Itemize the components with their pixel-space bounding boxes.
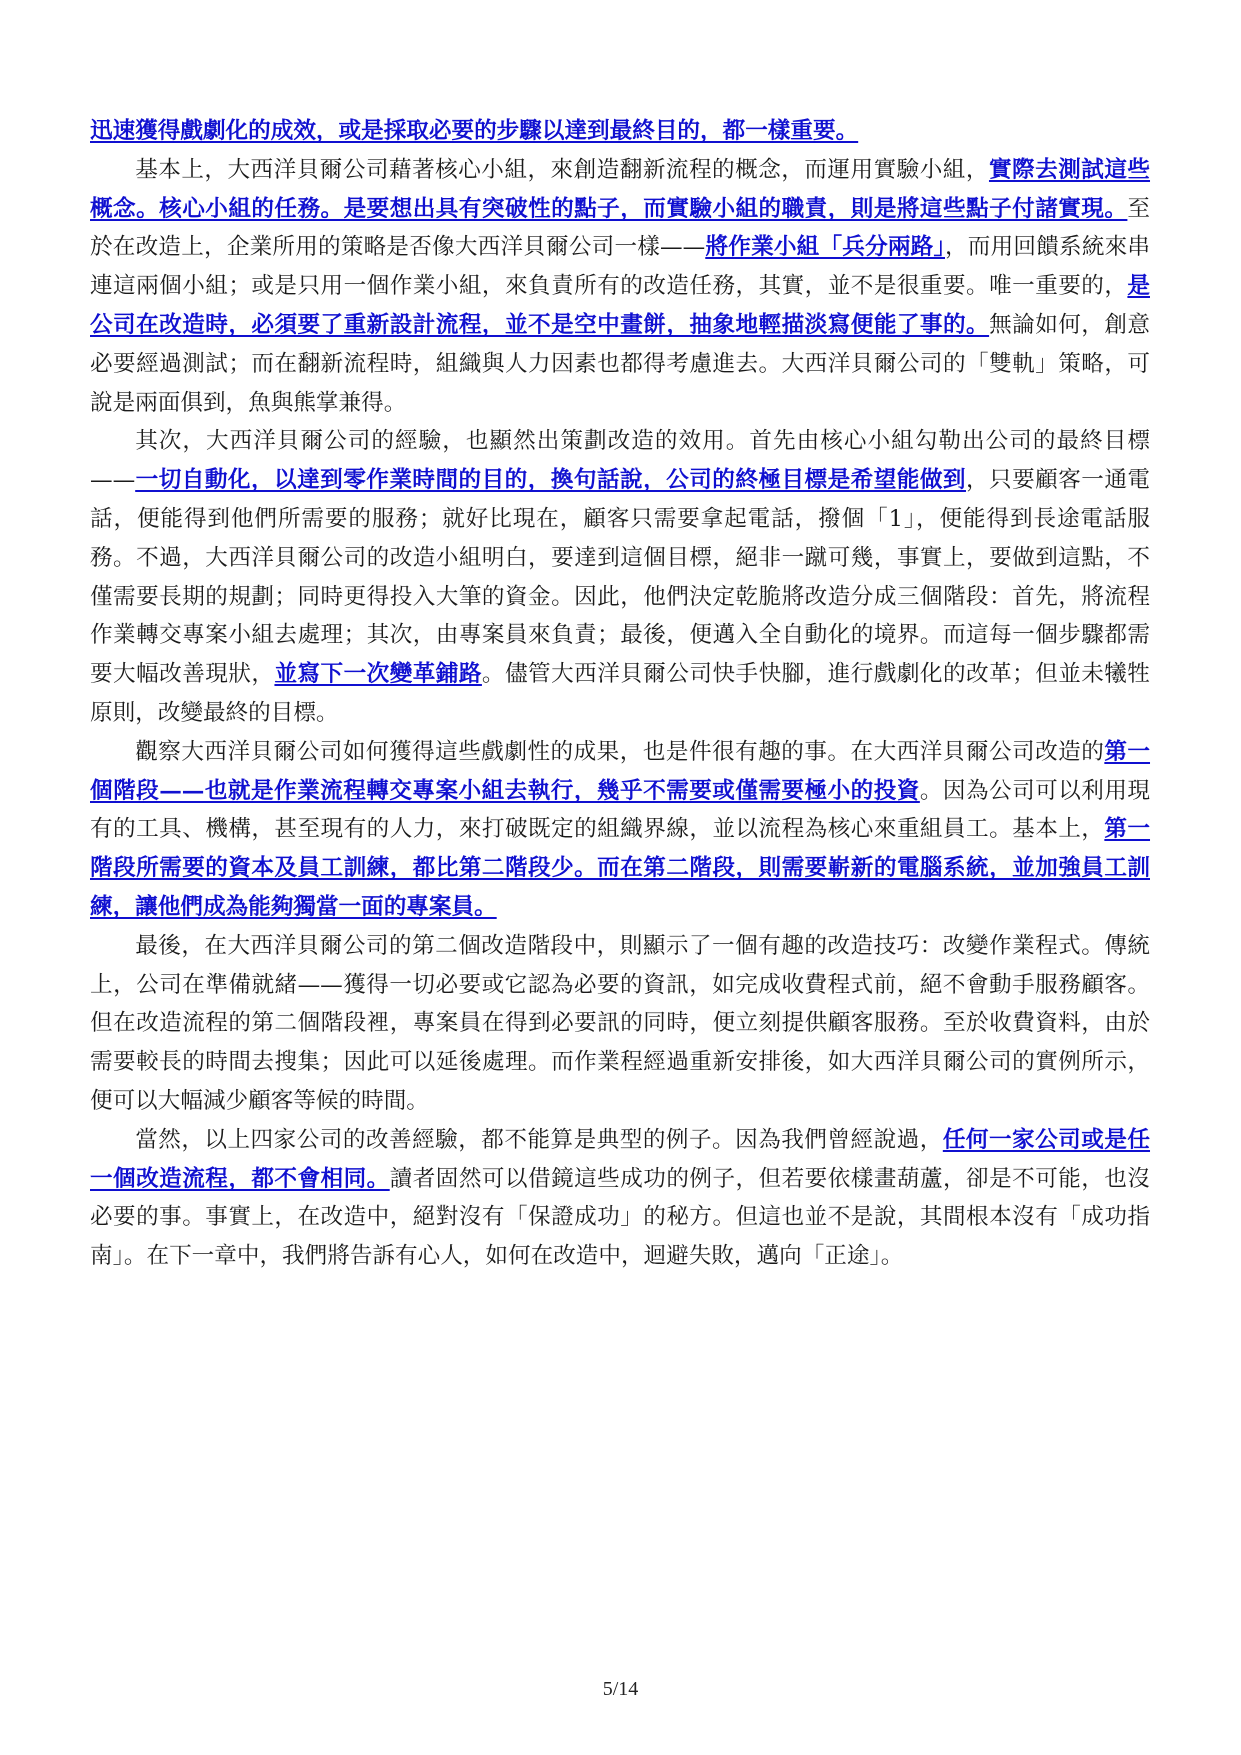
body-text: 。儘管大西洋貝爾公司快手快腳，進行戲劇化的改革；但並未犧牲原則，改變最終的目標。 — [90, 661, 1151, 726]
body-text: 。因為公司可以利用現有的工具、機構，甚至現有的人力，來打破既定的組織界線，並以流程為核心來重組員工。基本上， — [90, 777, 1151, 843]
highlighted-text[interactable]: 並寫下一次變革鋪路 — [274, 661, 482, 688]
body-text: 當然，以上四家公司的改善經驗，都不能算是典型的例子。因為我們曾經說過， — [135, 1126, 943, 1153]
body-text: ，只要顧客一通電話，便能得到他們所需要的服務；就好比現在，顧客只需要拿起電話，撥個「1」，便能得到長途電話服務。不過，大西洋貝爾公司的改造小組明白，要達到這個目標，絕非一蹴可幾，事實上，要做到這點，不僅需要長期的規劃；同時更得投入大筆的資金。因此，他們決定乾脆將改造分成三個階段：首先，將流程作業轉交專案小組去處理；其次，由專案員來負責；最後，便邁入全自動化的境界。而這每一個步驟都需要大幅改善現狀， — [90, 467, 1151, 688]
body-text: 無論如何，創意必要經過測試；而在翻新流程時，組織與人力因素也都得考慮進去。大西洋貝爾公司的「雙軌」策略，可說是兩面俱到，魚與熊掌兼得。 — [90, 311, 1151, 416]
body-text: 其次，大西洋貝爾公司的經驗，也顯然出策劃改造的效用。首先由核心小組勾勒出公司的最終目標—— — [90, 428, 1150, 494]
page-number: 5/14 — [602, 1678, 639, 1700]
body-text: 至於在改造上，企業所用的策略是否像大西洋貝爾公司一樣—— — [90, 195, 1150, 261]
highlighted-text[interactable]: 第一個階段——也就是作業流程轉交專案小組去執行，幾乎不需要或僅需要極小的投資 — [90, 738, 1151, 804]
highlighted-text[interactable]: 將作業小組「兵分兩路」 — [705, 234, 945, 261]
paragraph — [90, 151, 1150, 423]
body-text: 最後，在大西洋貝爾公司的第二個改造階段中，則顯示了一個有趣的改造技巧：改變作業程式。傳統上，公司在準備就緒——獲得一切必要或它認為必要的資訊，如完成收費程式前，絕不會動手服務顧客。但在改造流程的第二個階段裡，專案員在得到必要訊的同時，便立刻提供顧客服務。至於收費資料，由於需要較長的時間去搜集；因此可以延後處理。而作業程經過重新安排後，如大西洋貝爾公司的實例所示，便可以大幅減少顧客等候的時間。 — [90, 932, 1150, 1114]
highlighted-text[interactable]: 第一階段所需要的資本及員工訓練，都比第二階段少。而在第二階段，則需要嶄新的電腦系統，並加強員工訓練，讓他們成為能夠獨當一面的專案員。 — [90, 816, 1151, 920]
paragraph — [90, 733, 1150, 927]
highlighted-text[interactable]: 實際去測試這些概念。核心小組的任務。是要想出具有突破性的點子，而實驗小組的職責，則是將這些點子付諸實現。 — [90, 156, 1151, 222]
paragraph — [90, 422, 1150, 732]
paragraph — [90, 112, 1150, 151]
body-text: 讀者固然可以借鏡這些成功的例子，但若要依樣畫葫蘆，卻是不可能，也沒必要的事。事實上，在改造中，絕對沒有「保證成功」的秘方。但這也並不是說，其間根本沒有「成功指南」。在下一章中，我們將告訴有心人，如何在改造中，迴避失敗，邁向「正途」。 — [90, 1165, 1151, 1270]
document-body — [90, 112, 1150, 1276]
paragraph — [90, 927, 1150, 1121]
highlighted-text[interactable]: 一切自動化，以達到零作業時間的目的，換句話說，公司的終極目標是希望能做到 — [135, 467, 966, 494]
highlighted-text[interactable]: 迅速獲得戲劇化的成效，或是採取必要的步驟以達到最終目的，都一樣重要。 — [90, 118, 859, 144]
body-text: 觀察大西洋貝爾公司如何獲得這些戲劇性的成果，也是件很有趣的事。在大西洋貝爾公司改造的 — [135, 738, 1105, 765]
body-text: 基本上，大西洋貝爾公司藉著核心小組，來創造翻新流程的概念，而運用實驗小組， — [135, 156, 989, 183]
body-text: ，而用回饋系統來串連這兩個小組；或是只用一個作業小組，來負責所有的改造任務，其實，並不是很重要。唯一重要的， — [90, 234, 1151, 300]
highlighted-text[interactable]: 是公司在改造時，必須要了重新設計流程，並不是空中畫餅，抽象地輕描淡寫便能了事的。 — [90, 273, 1150, 338]
paragraph — [90, 1121, 1150, 1276]
highlighted-text[interactable]: 任何一家公司或是任一個改造流程，都不會相同。 — [90, 1126, 1151, 1192]
